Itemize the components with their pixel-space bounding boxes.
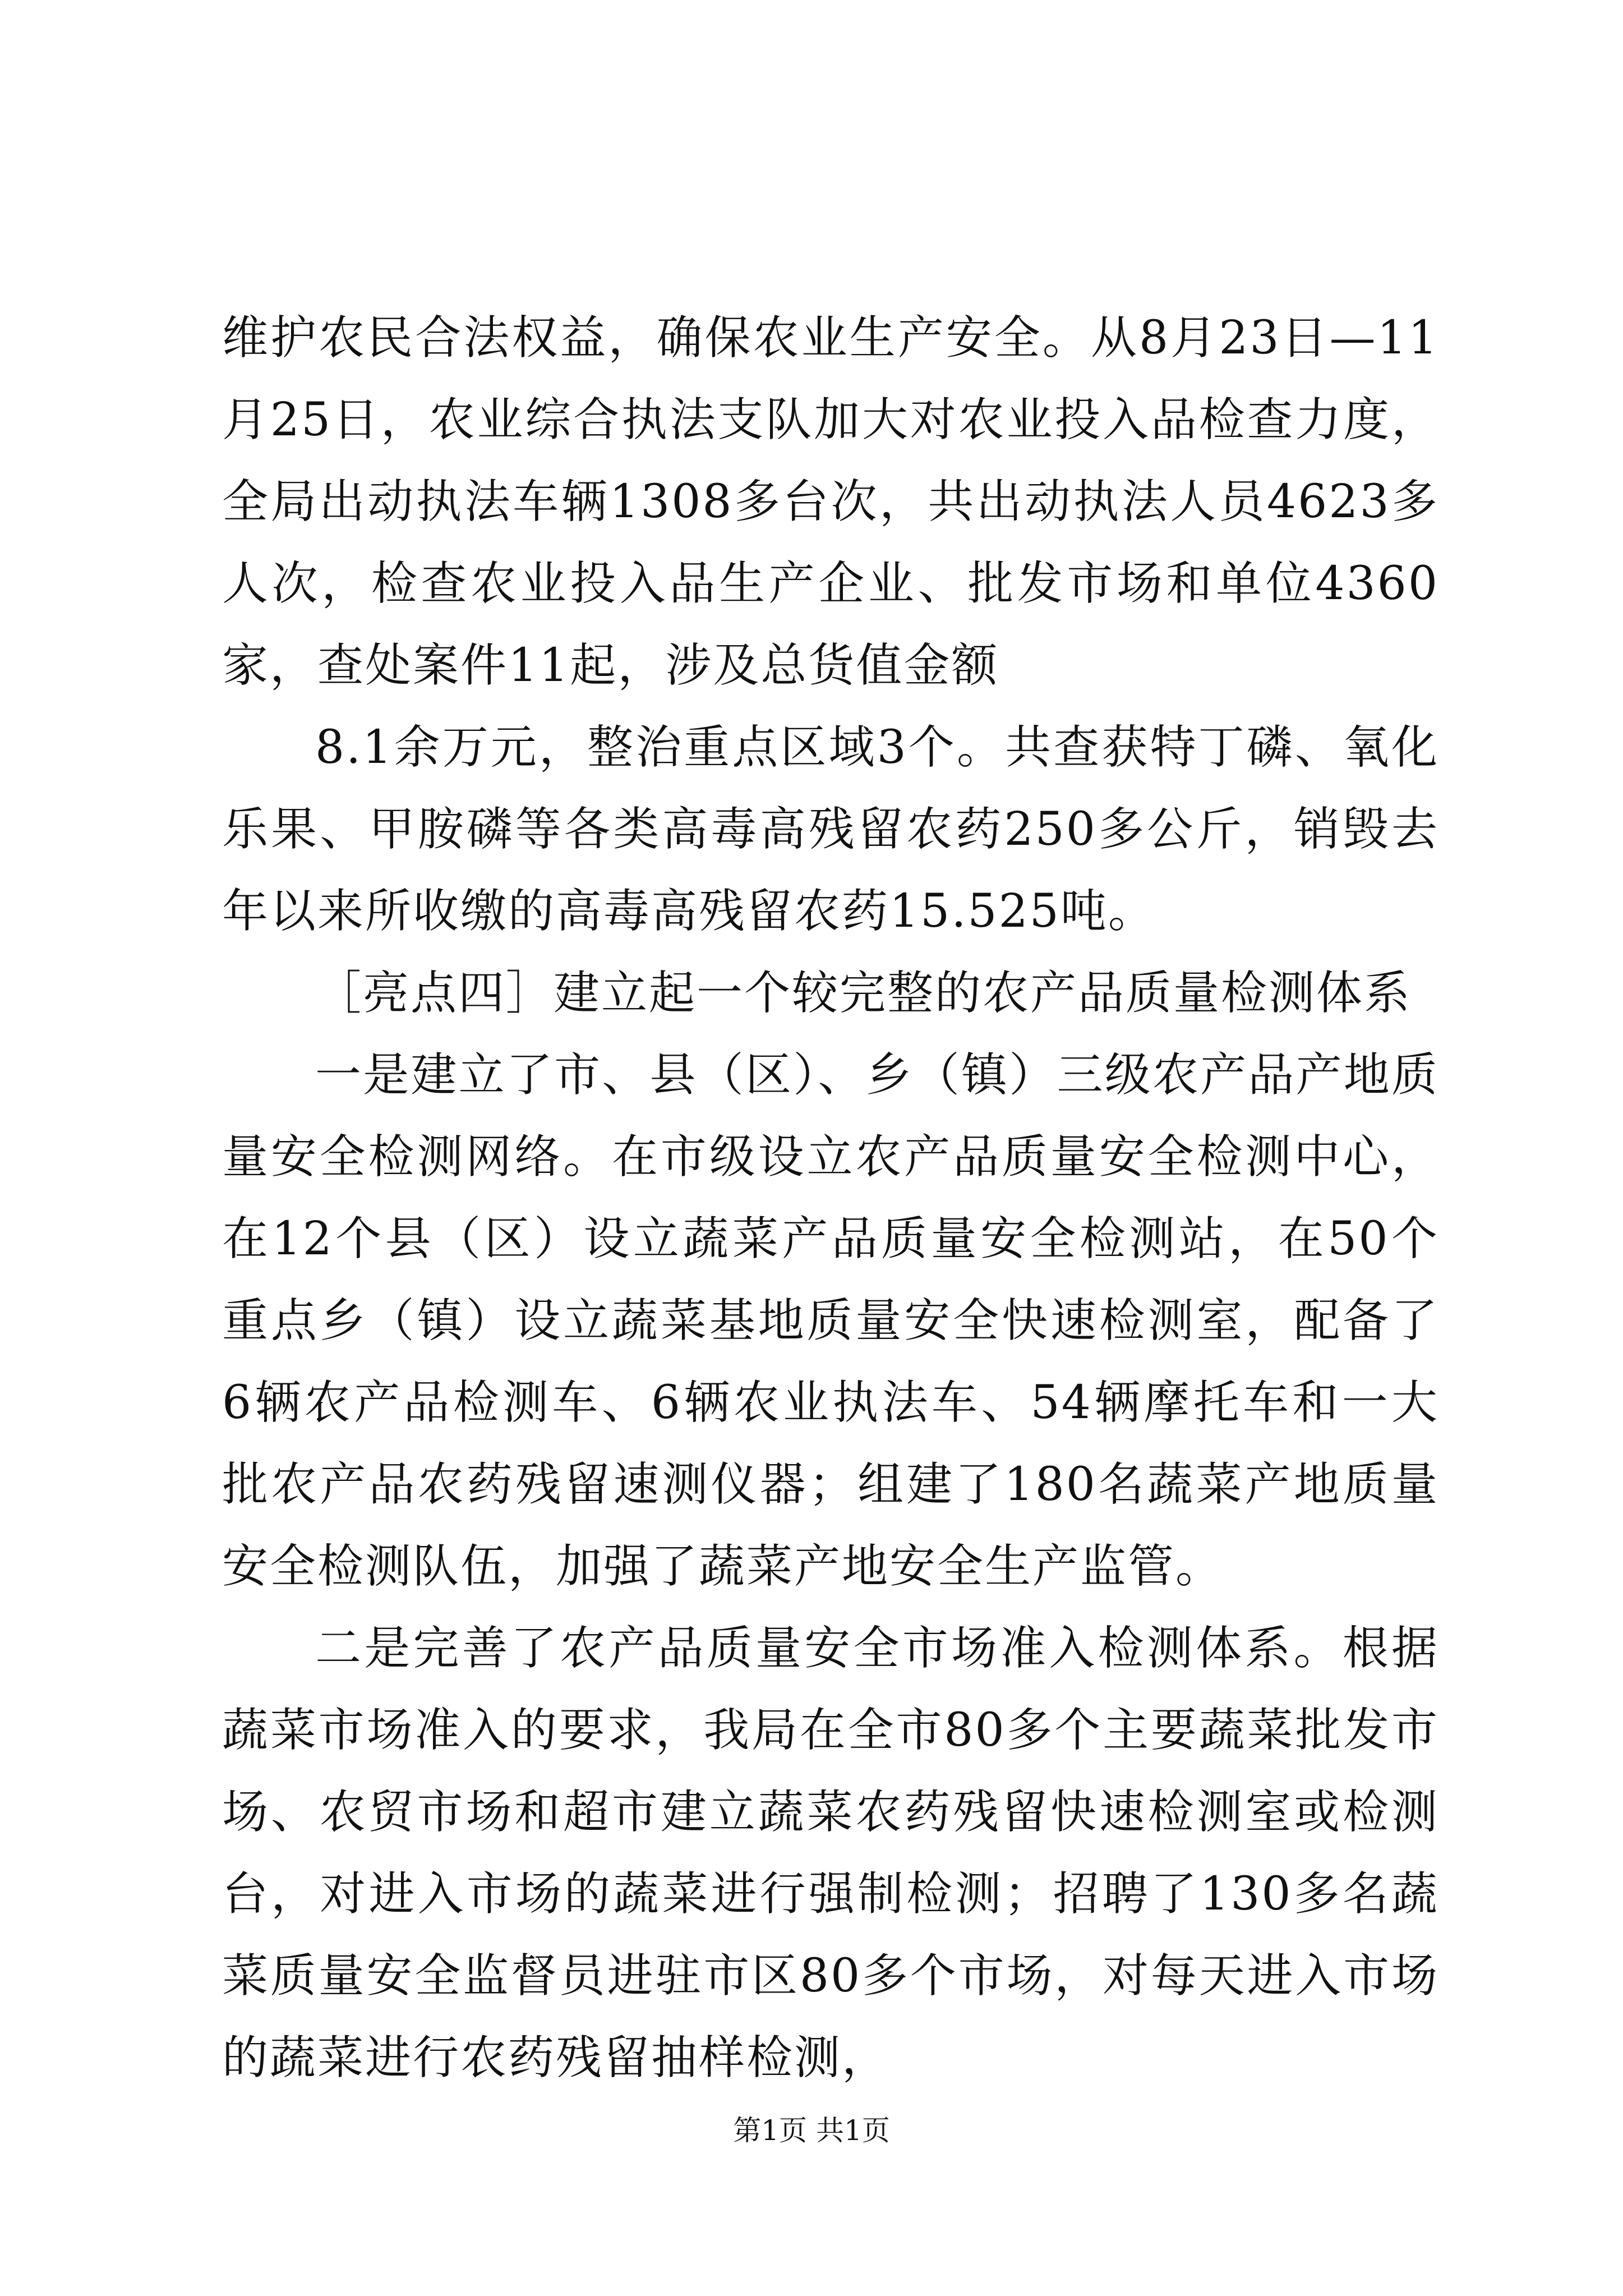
paragraph-1: 维护农民合法权益，确保农业生产安全。从8月23日—11月25日，农业综合执法支队加大对农业投入品检查力度，全局出动执法车辆1308多台次，共出动执法人员4623多人次，检查农业投入品生产企业、批发市场和单位4360家，查处案件11起，涉及总货值金额 (222, 311, 1439, 692)
paragraph-4: 二是完善了农产品质量安全市场准入检测体系。根据蔬菜市场准入的要求，我局在全市80多个主要蔬菜批发市场、农贸市场和超市建立蔬菜农药残留快速检测室或检测台，对进入市场的蔬菜进行强制检测；招聘了130多名蔬菜质量安全监督员进驻市区80多个市场，对每天进入市场的蔬菜进行农药残留抽样检测， (222, 1622, 1439, 2085)
paragraph-3: 一是建立了市、县（区）、乡（镇）三级农产品产地质量安全检测网络。在市级设立农产品质量安全检测中心，在12个县（区）设立蔬菜产品质量安全检测站，在50个重点乡（镇）设立蔬菜基地质量安全快速检测室，配备了6辆农产品检测车、6辆农业执法车、54辆摩托车和一大批农产品农药残留速测仪器；组建了180名蔬菜产地质量安全检测队伍，加强了蔬菜产地安全生产监管。 (222, 1048, 1439, 1593)
page-footer: 第1页 共1页 (733, 2114, 890, 2147)
document-body (222, 297, 1439, 2099)
paragraph-2: 8.1余万元，整治重点区域3个。共查获特丁磷、氧化乐果、甲胺磷等各类高毒高残留农药250多公斤，销毁去年以来所收缴的高毒高残留农药15.525吨。 (222, 721, 1439, 938)
section-heading: ［亮点四］建立起一个较完整的农产品质量检测体系 (315, 967, 1412, 1020)
